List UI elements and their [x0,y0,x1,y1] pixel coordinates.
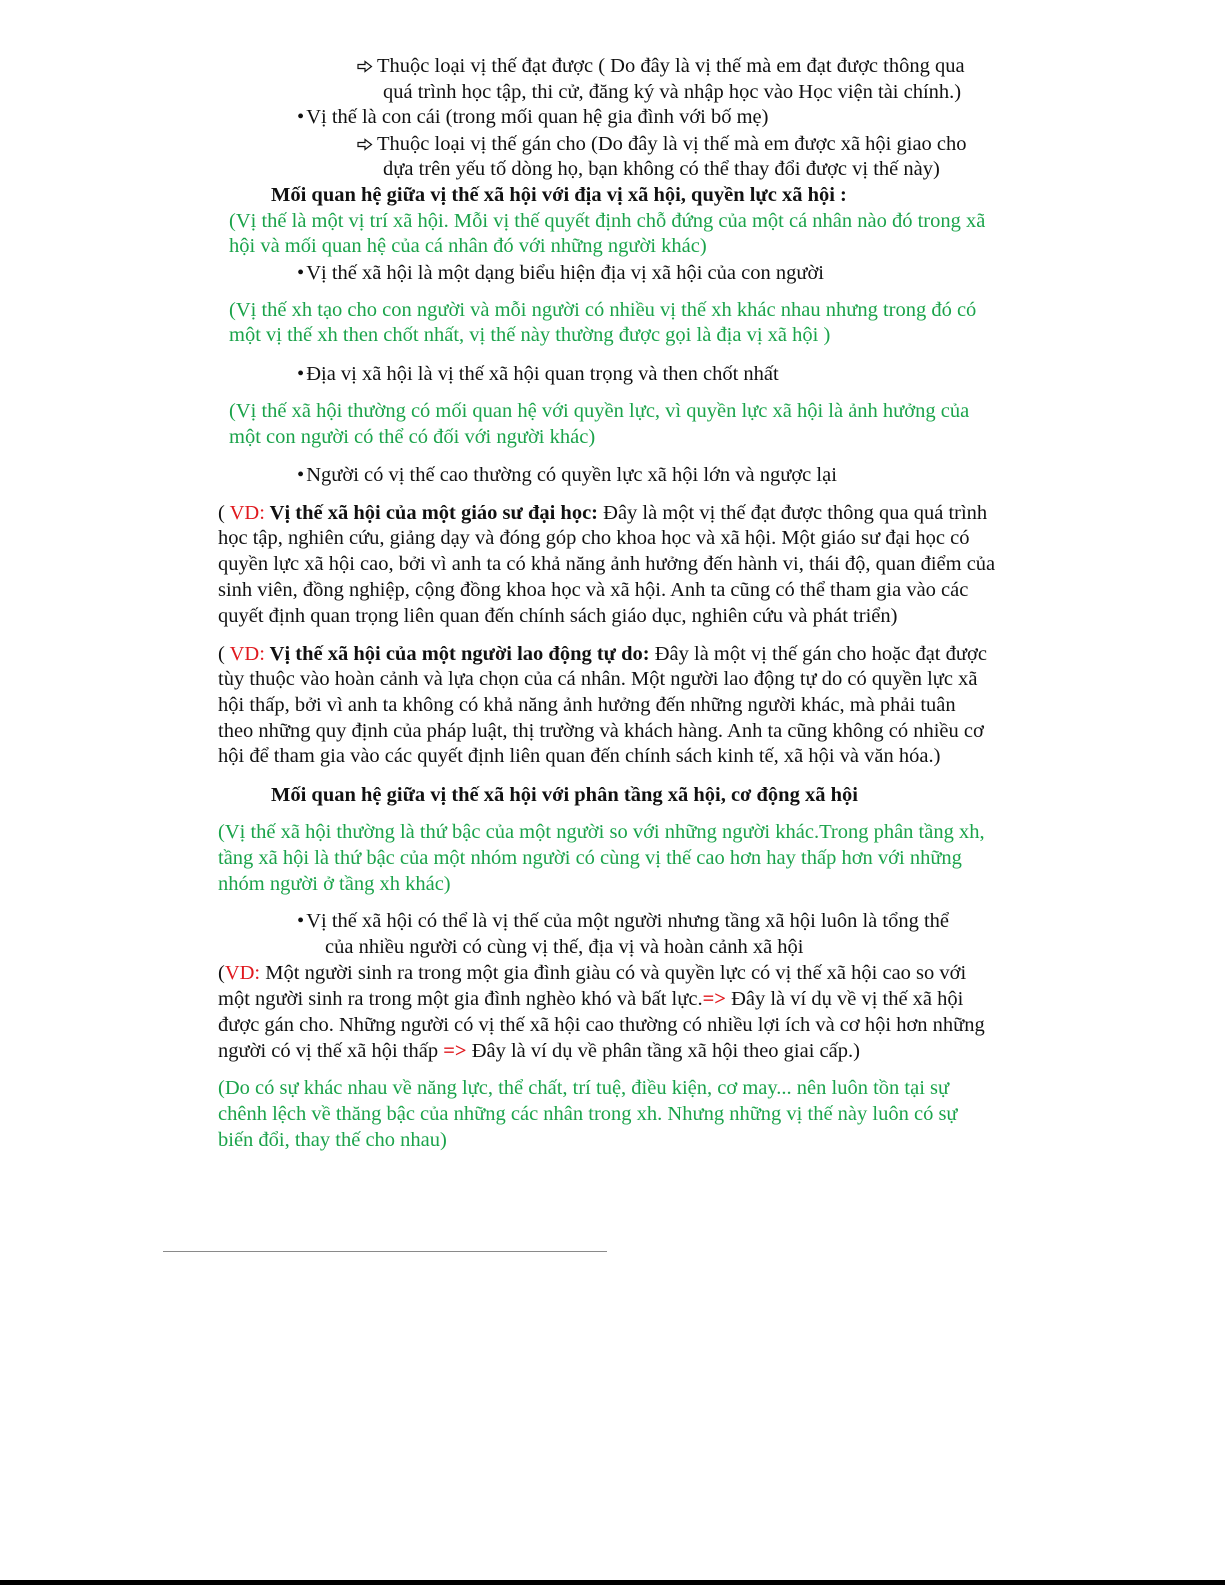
bullet-icon: • [297,363,305,385]
example-text: quyền lực xã hội cao, bởi vì anh ta có khả năng ảnh hưởng đến hành vi, thái độ, quan điểm của [218,553,996,575]
arrow-item-continuation: dựa trên yếu tố dòng họ, bạn không có thể thay đổi được vị thế này) [383,158,940,180]
example-professor [218,500,987,526]
example-text: hội để tham gia vào các quyết định liên quan đến chính sách kinh tế, xã hội và văn hóa.) [218,745,941,767]
footnote-separator [163,1251,607,1252]
arrow-item-achieved [357,53,965,79]
bullet-text: Vị thế xã hội là một dạng biểu hiện địa vị xã hội của con người [306,262,825,284]
arrow-item-text: Thuộc loại vị thế gán cho (Do đây là vị thế mà em được xã hội giao cho [377,133,967,155]
example-text-line [218,986,963,1012]
paren: ( [218,502,230,524]
example-text: Đây là ví dụ về vị thế xã hội [725,988,964,1010]
bullet-continuation: của nhiều người có cùng vị thế, địa vị và hoàn cảnh xã hội [325,936,804,958]
green-note: chênh lệch về thăng bậc của những các nhân trong xh. Nhưng những vị thế này luôn có sự [218,1103,958,1125]
example-text: được gán cho. Những người có vị thế xã hội cao thường có nhiều lợi ích và cơ hội hơn những [218,1014,985,1036]
bullet-item [297,908,949,934]
green-note: (Vị thế là một vị trí xã hội. Mỗi vị thế quyết định chỗ đứng của một cá nhân nào đó trong xã [229,210,986,232]
page-bottom-rule [0,1580,1225,1585]
example-text: Đây là một vị thế đạt được thông qua quá trình [598,502,988,524]
bullet-item [297,260,824,286]
paren: ( [218,962,225,984]
bullet-icon: • [297,910,305,932]
example-text: hội thấp, bởi vì anh ta không có khả năng ảnh hưởng đến những người khác, mà phải tuân [218,694,956,716]
example-text: quyết định quan trọng liên quan đến chính sách giáo dục, nghiên cứu và phát triển) [218,605,898,627]
implies-arrow: => [443,1040,467,1062]
green-note: hội và mối quan hệ của cá nhân đó với những người khác) [229,235,707,257]
bullet-text: Vị thế xã hội có thể là vị thế của một người nhưng tầng xã hội luôn là tổng thể [306,910,949,932]
bullet-icon: • [297,106,305,128]
right-arrow-icon [357,131,377,157]
green-note: (Vị thế xã hội thường có mối quan hệ với quyền lực, vì quyền lực xã hội là ảnh hưởng của [229,400,970,422]
arrow-item-ascribed [357,131,967,157]
green-note: (Do có sự khác nhau về năng lực, thể chất, trí tuệ, điều kiện, cơ may... nên luôn tồn tại sự [218,1077,950,1099]
example-text: người có vị thế xã hội thấp [218,1040,444,1062]
example-text-line [218,1038,860,1064]
example-wealthy-family [218,960,966,986]
green-note: (Vị thế xh tạo cho con người và mỗi người có nhiều vị thế xh khác nhau nhưng trong đó có [229,299,977,321]
bullet-item [297,462,837,488]
example-text: theo những quy định của pháp luật, thị trường và khách hàng. Anh ta cũng không có nhiều cơ [218,720,984,742]
example-freelancer [218,641,987,667]
bullet-icon: • [297,262,305,284]
section-heading-stratification: Mối quan hệ giữa vị thế xã hội với phân tầng xã hội, cơ động xã hội [271,784,858,806]
green-note: một con người có thể có đối với người khác) [229,426,596,448]
example-text: tùy thuộc vào hoàn cảnh và lựa chọn của cá nhân. Một người lao động tự do có quyền lực xã [218,668,978,690]
bullet-text: Người có vị thế cao thường có quyền lực xã hội lớn và ngược lại [306,464,837,486]
example-text: Một người sinh ra trong một gia đình giàu có và quyền lực có vị thế xã hội cao so với [260,962,967,984]
implies-arrow: => [702,988,726,1010]
example-title: Vị thế xã hội của một người lao động tự do: [264,643,650,665]
example-text: sinh viên, đồng nghiệp, cộng đồng khoa học và xã hội. Anh ta cũng có thể tham gia vào các [218,579,969,601]
example-text: Đây là một vị thế gán cho hoặc đạt được [649,643,987,665]
bullet-text: Địa vị xã hội là vị thế xã hội quan trọng và then chốt nhất [306,363,779,385]
vd-label: VD: [229,502,265,524]
example-title: Vị thế xã hội của một giáo sư đại học: [264,502,599,524]
green-note: nhóm người ở tầng xh khác) [218,873,451,895]
bullet-item [297,361,779,387]
vd-label: VD: [229,643,265,665]
bullet-item-child [297,104,768,130]
bullet-icon: • [297,464,305,486]
bullet-text: Vị thế là con cái (trong mối quan hệ gia đình với bố mẹ) [306,106,769,128]
green-note: biến đổi, thay thế cho nhau) [218,1129,447,1151]
section-heading-status-power: Mối quan hệ giữa vị thế xã hội với địa vị xã hội, quyền lực xã hội : [271,184,847,206]
vd-label: VD: [224,962,261,984]
green-note: tầng xã hội là thứ bậc của một nhóm người có cùng vị thế cao hơn hay thấp hơn với những [218,847,962,869]
green-note: một vị thế xh then chốt nhất, vị thế này thường được gọi là địa vị xã hội ) [229,324,831,346]
paren: ( [218,643,230,665]
right-arrow-icon [357,53,377,79]
arrow-item-text: Thuộc loại vị thế đạt được ( Do đây là vị thế mà em đạt được thông qua [377,55,965,77]
green-note: (Vị thế xã hội thường là thứ bậc của một người so với những người khác.Trong phân tầng xh, [218,821,985,843]
example-text: một người sinh ra trong một gia đình nghèo khó và bất lực. [218,988,703,1010]
example-text: học tập, nghiên cứu, giảng dạy và đóng góp cho khoa học và xã hội. Một giáo sư đại học có [218,527,970,549]
arrow-item-continuation: quá trình học tập, thi cử, đăng ký và nhập học vào Học viện tài chính.) [383,81,962,103]
example-text: Đây là ví dụ về phân tầng xã hội theo giai cấp.) [466,1040,860,1062]
